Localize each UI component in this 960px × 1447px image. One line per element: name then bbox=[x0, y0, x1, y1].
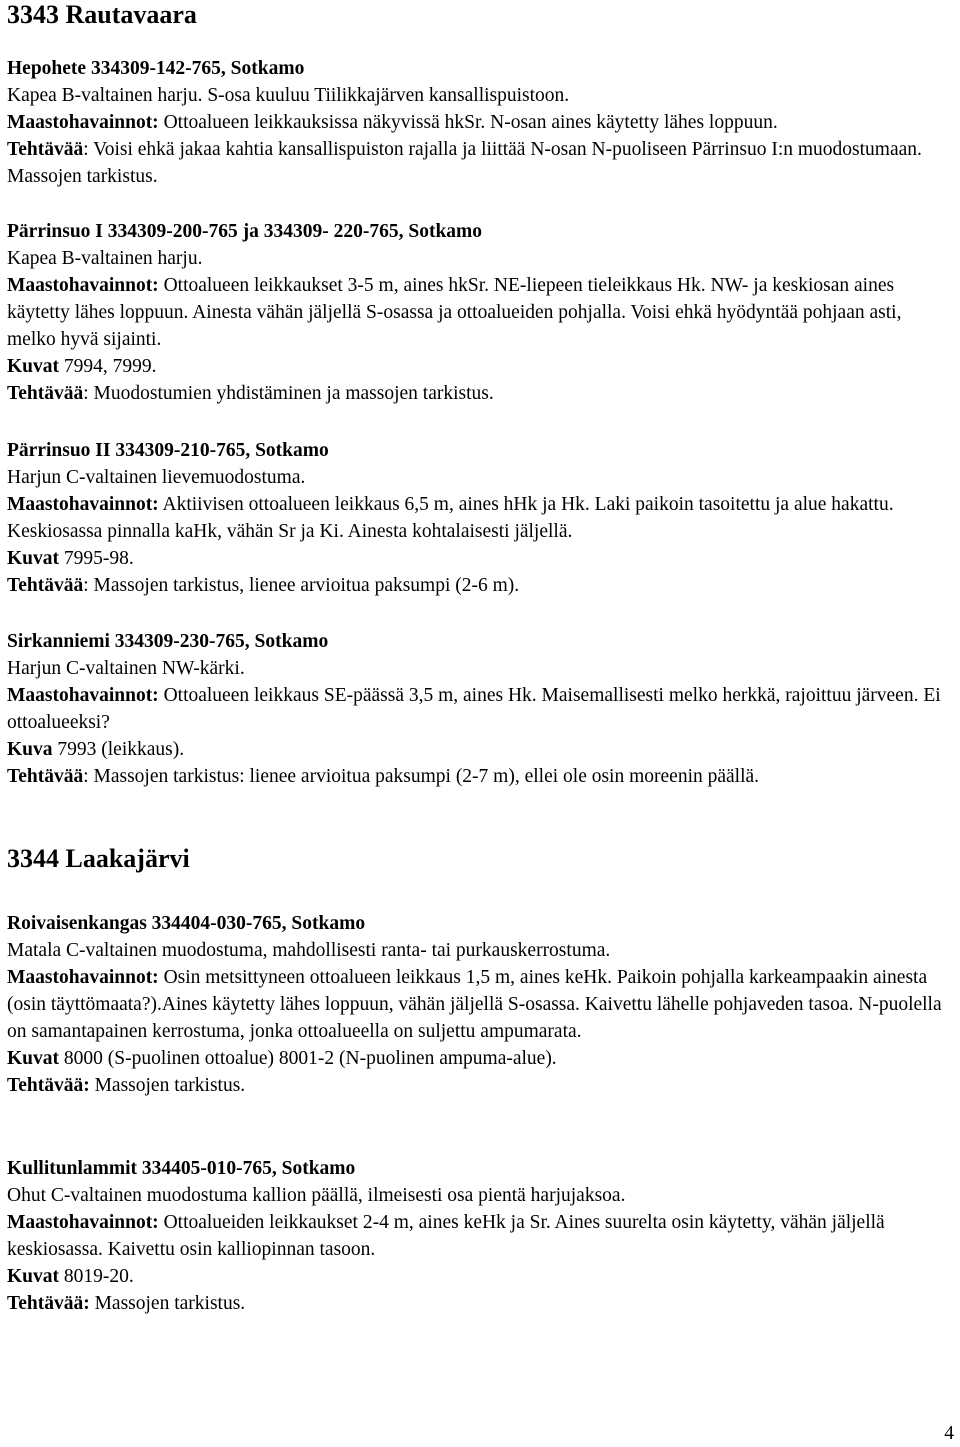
entry-title: Pärrinsuo I 334309-200-765 ja 334309- 220-765, Sotkamo bbox=[7, 221, 483, 242]
entry-observations bbox=[7, 964, 947, 1045]
pictures-label: Kuvat bbox=[7, 1266, 60, 1287]
task-text: : Massojen tarkistus: lienee arvioitua paksumpi (2-7 m), ellei ole osin moreenin päällä. bbox=[83, 766, 760, 787]
task-label: Tehtävää bbox=[7, 139, 84, 160]
pictures-label: Kuva bbox=[7, 739, 53, 760]
entry-hepohete bbox=[7, 55, 947, 190]
task-text: : Voisi ehkä jakaa kahtia kansallispuiston rajalla ja liittää N-osan N-puoliseen Pärrinsuo I:n muodostumaan. Massojen tarkistus. bbox=[7, 139, 922, 187]
observations-text: Osin metsittyneen ottoalueen leikkaus 1,5 m, aines keHk. Paikoin pohjalla karkeampaakin ainesta (osin täyttömaata?).Aines käytetty lähes loppuun, vähän jäljellä S-osassa. Kaivettu lähelle pohjaveden tasoa. N-puolella on samantapainen kerrostuma, jonka ottoalueella on suljettu ampumarata. bbox=[7, 967, 942, 1042]
entry-roivaisenkangas bbox=[7, 910, 947, 1099]
entry-description: Kapea B-valtainen harju. S-osa kuuluu Tiilikkajärven kansallispuistoon. bbox=[7, 85, 570, 106]
task-label: Tehtävää: bbox=[7, 1293, 90, 1314]
entry-task bbox=[7, 136, 947, 190]
entry-title: Hepohete 334309-142-765, Sotkamo bbox=[7, 58, 305, 79]
observations-text: Ottoalueen leikkauksissa näkyvissä hkSr. N-osan aines käytetty lähes loppuun. bbox=[158, 112, 778, 133]
entry-observations bbox=[7, 682, 947, 736]
task-text: Massojen tarkistus. bbox=[89, 1075, 246, 1096]
entry-observations bbox=[7, 109, 947, 136]
task-label: Tehtävää bbox=[7, 575, 84, 596]
entry-task bbox=[7, 1290, 947, 1317]
section-heading-rautavaara: 3343 Rautavaara bbox=[7, 0, 197, 29]
entry-kullitunlammit bbox=[7, 1155, 947, 1317]
entry-pictures bbox=[7, 736, 947, 763]
pictures-label: Kuvat bbox=[7, 1048, 60, 1069]
observations-label: Maastohavainnot: bbox=[7, 275, 159, 296]
observations-text: Ottoalueen leikkaus SE-päässä 3,5 m, aines Hk. Maisemallisesti melko herkkä, rajoittuu järveen. Ei ottoalueeksi? bbox=[7, 685, 941, 733]
observations-label: Maastohavainnot: bbox=[7, 494, 159, 515]
entry-title: Sirkanniemi 334309-230-765, Sotkamo bbox=[7, 631, 329, 652]
entry-description: Harjun C-valtainen NW-kärki. bbox=[7, 658, 245, 679]
entry-description: Harjun C-valtainen lievemuodostuma. bbox=[7, 467, 306, 488]
entry-description: Kapea B-valtainen harju. bbox=[7, 248, 203, 269]
entry-description: Matala C-valtainen muodostuma, mahdollisesti ranta- tai purkauskerrostuma. bbox=[7, 940, 611, 961]
entry-task bbox=[7, 1072, 947, 1099]
entry-pictures bbox=[7, 353, 947, 380]
task-text: Massojen tarkistus. bbox=[89, 1293, 246, 1314]
entry-title: Kullitunlammit 334405-010-765, Sotkamo bbox=[7, 1158, 356, 1179]
entry-pictures bbox=[7, 1263, 947, 1290]
entry-sirkanniemi bbox=[7, 628, 947, 790]
page-number: 4 bbox=[944, 1423, 954, 1444]
task-text: : Massojen tarkistus, lienee arvioitua paksumpi (2-6 m). bbox=[83, 575, 520, 596]
pictures-text: 7994, 7999. bbox=[59, 356, 157, 377]
entry-task bbox=[7, 763, 947, 790]
pictures-label: Kuvat bbox=[7, 356, 60, 377]
entry-task bbox=[7, 572, 947, 599]
pictures-text: 8019-20. bbox=[59, 1266, 134, 1287]
section-heading-laakajarvi: 3344 Laakajärvi bbox=[7, 844, 190, 873]
entry-pictures bbox=[7, 1045, 947, 1072]
entry-observations bbox=[7, 491, 947, 545]
entry-task bbox=[7, 380, 947, 407]
observations-text: Ottoalueiden leikkaukset 2-4 m, aines keHk ja Sr. Aines suurelta osin käytetty, vähän jäljellä keskiosassa. Kaivettu osin kalliopinnan tasoon. bbox=[7, 1212, 885, 1260]
task-label: Tehtävää: bbox=[7, 1075, 90, 1096]
task-label: Tehtävää bbox=[7, 383, 84, 404]
pictures-text: 8000 (S-puolinen ottoalue) 8001-2 (N-puolinen ampuma-alue). bbox=[59, 1048, 557, 1069]
entry-observations bbox=[7, 1209, 947, 1263]
pictures-text: 7993 (leikkaus). bbox=[52, 739, 185, 760]
entry-title: Pärrinsuo II 334309-210-765, Sotkamo bbox=[7, 440, 329, 461]
pictures-text: 7995-98. bbox=[59, 548, 134, 569]
observations-text: Aktiivisen ottoalueen leikkaus 6,5 m, aines hHk ja Hk. Laki paikoin tasoitettu ja alue hakattu. Keskiosassa pinnalla kaHk, vähän Sr ja Ki. Ainesta kohtalaisesti jäljellä. bbox=[7, 494, 894, 542]
entry-title: Roivaisenkangas 334404-030-765, Sotkamo bbox=[7, 913, 366, 934]
entry-parrinsuo-1 bbox=[7, 218, 947, 407]
entry-parrinsuo-2 bbox=[7, 437, 947, 599]
observations-label: Maastohavainnot: bbox=[7, 967, 159, 988]
entry-observations bbox=[7, 272, 947, 353]
observations-label: Maastohavainnot: bbox=[7, 112, 159, 133]
observations-text: Ottoalueen leikkaukset 3-5 m, aines hkSr. NE-liepeen tieleikkaus Hk. NW- ja keskiosan aines käytetty lähes loppuun. Ainesta vähän jäljellä S-osassa ja ottoalueiden pohjalla. Voisi ehkä hyödyntää pohjaan asti, melko hyvä sijainti. bbox=[7, 275, 902, 350]
entry-pictures bbox=[7, 545, 947, 572]
pictures-label: Kuvat bbox=[7, 548, 60, 569]
observations-label: Maastohavainnot: bbox=[7, 1212, 159, 1233]
task-label: Tehtävää bbox=[7, 766, 84, 787]
observations-label: Maastohavainnot: bbox=[7, 685, 159, 706]
entry-description: Ohut C-valtainen muodostuma kallion päällä, ilmeisesti osa pientä harjujaksoa. bbox=[7, 1185, 626, 1206]
task-text: : Muodostumien yhdistäminen ja massojen tarkistus. bbox=[83, 383, 494, 404]
